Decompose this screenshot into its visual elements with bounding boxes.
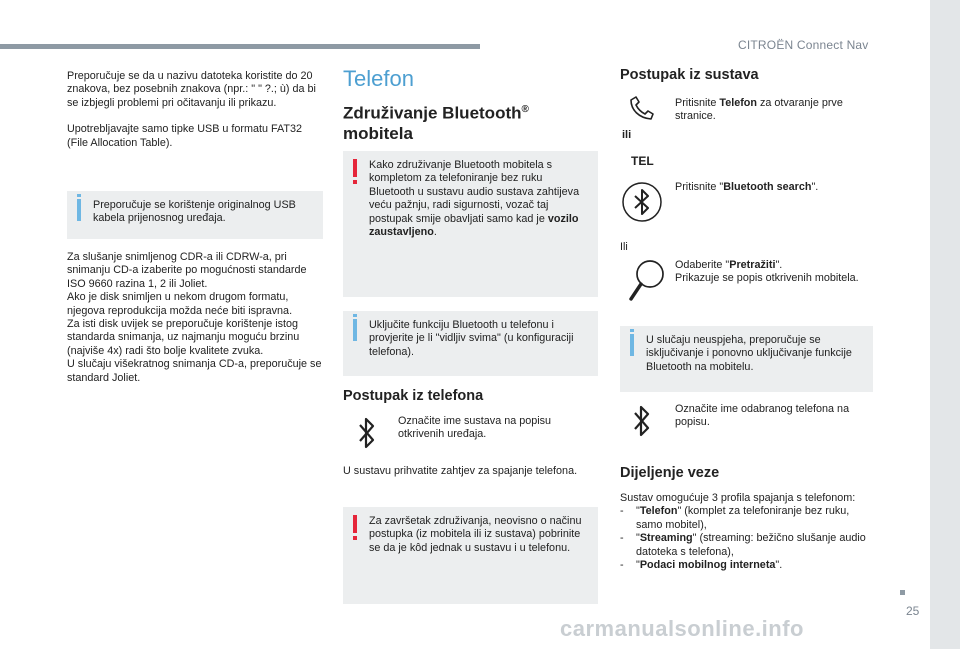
search-magnifier-icon — [626, 258, 666, 304]
system-step3-text: Odaberite "Pretražiti". — [675, 259, 783, 271]
section-title: Telefon — [343, 66, 414, 91]
cd-text-block — [67, 251, 325, 385]
warning-box-safety — [343, 151, 598, 297]
ili-text: Ili — [620, 241, 628, 253]
warning-icon — [353, 515, 357, 533]
cd-standard-text: Za slušanje snimljenog CDR-a ili CDRW-a, pri snimanju CD-a izaberite po mogućnosti standarde ISO 9660 razina 1, 2 ili Joliet. — [67, 251, 307, 290]
cd-speed-text: Za isti disk uvijek se preporučuje korištenje istog standarda snimanja, uz najmanju moguću brzinu (najviše 4x) radi što bolje kvalitete zvuka. — [67, 318, 300, 357]
or-label: ili — [622, 129, 632, 141]
system-step3-line2: Prikazuje se popis otkrivenih mobitela. — [675, 272, 859, 285]
page-number: 25 — [906, 604, 920, 618]
usb-format-text: Upotrebljavajte samo tipke USB u formatu FAT32 (File Allocation Table). — [67, 123, 303, 149]
pairing-heading-text: Združivanje Bluetooth — [343, 103, 522, 123]
warning-safety-text: Kako združivanje Bluetooth mobitela s kompletom za telefoniranje bez ruku Bluetooth u sustavu audio sustava zahtijeva veću pažnju, radi sigurnosti, vozač taj postupak smije obavljati samo kad je vozilo zaustavljeno. — [369, 159, 580, 239]
info-icon — [77, 199, 81, 221]
side-strip — [930, 0, 960, 649]
info-box-usb — [67, 191, 323, 239]
handset-icon — [628, 96, 656, 122]
registered-mark: ® — [521, 104, 529, 115]
watermark: carmanualsonline.info — [560, 616, 804, 641]
usb-naming-text: Preporučuje se da u nazivu datoteka koristite do 20 znakova, bez posebnih znakova (npr.: " " ?.; ù) da bi se izbjegli problemi pri očitavanju ili prikazu. — [67, 70, 316, 109]
info-usb-text: Preporučuje se korištenje originalnog USB kabela prijenosnog uređaja. — [93, 199, 296, 225]
left-column — [67, 70, 325, 150]
accept-request-text: U sustavu prihvatite zahtjev za spajanje telefona. — [343, 465, 578, 477]
profile-item: - "Podaci mobilnog interneta". — [620, 559, 783, 572]
system-procedure-heading: Postupak iz sustava — [620, 67, 759, 83]
system-step3-block — [675, 259, 870, 286]
info-icon — [353, 319, 357, 341]
bluetooth-icon — [356, 414, 378, 452]
cd-joliet-text: U slučaju višekratnog snimanja CD-a, preporučuje se standard Joliet. — [67, 358, 322, 384]
warning-code-text: Za završetak združivanja, neovisno o načinu postupka (iz mobitela ili iz sustava) pobrinite se da je kôd jednak u sustavu i u telefonu. — [369, 515, 582, 554]
info-visibility-text: Uključite funkciju Bluetooth u telefonu i provjerite je li "vidljiv svima" (u konfiguraciji telefona). — [369, 319, 574, 358]
cd-format-text: Ako je disk snimljen u nekom drugom formatu, njegova reprodukcija možda neće biti ispravna. — [67, 291, 293, 317]
system-step1-text: Pritisnite Telefon za otvaranje prve stranice. — [675, 97, 843, 123]
phone-step-text: Označite ime sustava na popisu otkrivenih uređaja. — [398, 415, 552, 441]
profiles-block — [620, 492, 872, 572]
system-step2-text: Pritisnite "Bluetooth search". — [675, 181, 819, 193]
pairing-heading — [343, 100, 593, 144]
header-rule — [0, 44, 480, 49]
connection-sharing-heading: Dijeljenje veze — [620, 465, 720, 481]
continue-marker — [900, 590, 905, 595]
phone-procedure-heading: Postupak iz telefona — [343, 388, 484, 404]
info-box-retry — [620, 326, 873, 392]
info-retry-text: U slučaju neuspjeha, preporučuje se isključivanje i ponovno uključivanje funkcije Bluetooth na mobitelu. — [646, 334, 852, 373]
profiles-intro-text: Sustav omogućuje 3 profila spajanja s telefonom: — [620, 492, 856, 504]
pairing-heading-line2: mobitela — [343, 123, 413, 143]
profile-item: - "Telefon" (komplet za telefoniranje bez ruku, samo mobitel), — [620, 505, 850, 531]
bluetooth-search-icon — [620, 180, 664, 224]
brand-label: CITROËN Connect Nav — [738, 38, 869, 52]
profile-item: - "Streaming" (streaming: bežično slušanje audio datoteka s telefona), — [620, 532, 866, 558]
warning-box-code — [343, 507, 598, 604]
info-icon — [630, 334, 634, 356]
system-step4-text: Označite ime odabranog telefona na popisu. — [675, 403, 850, 429]
warning-icon — [353, 159, 357, 177]
tel-label: TEL — [631, 154, 654, 168]
info-box-visibility — [343, 311, 598, 376]
bluetooth-icon — [631, 402, 653, 440]
